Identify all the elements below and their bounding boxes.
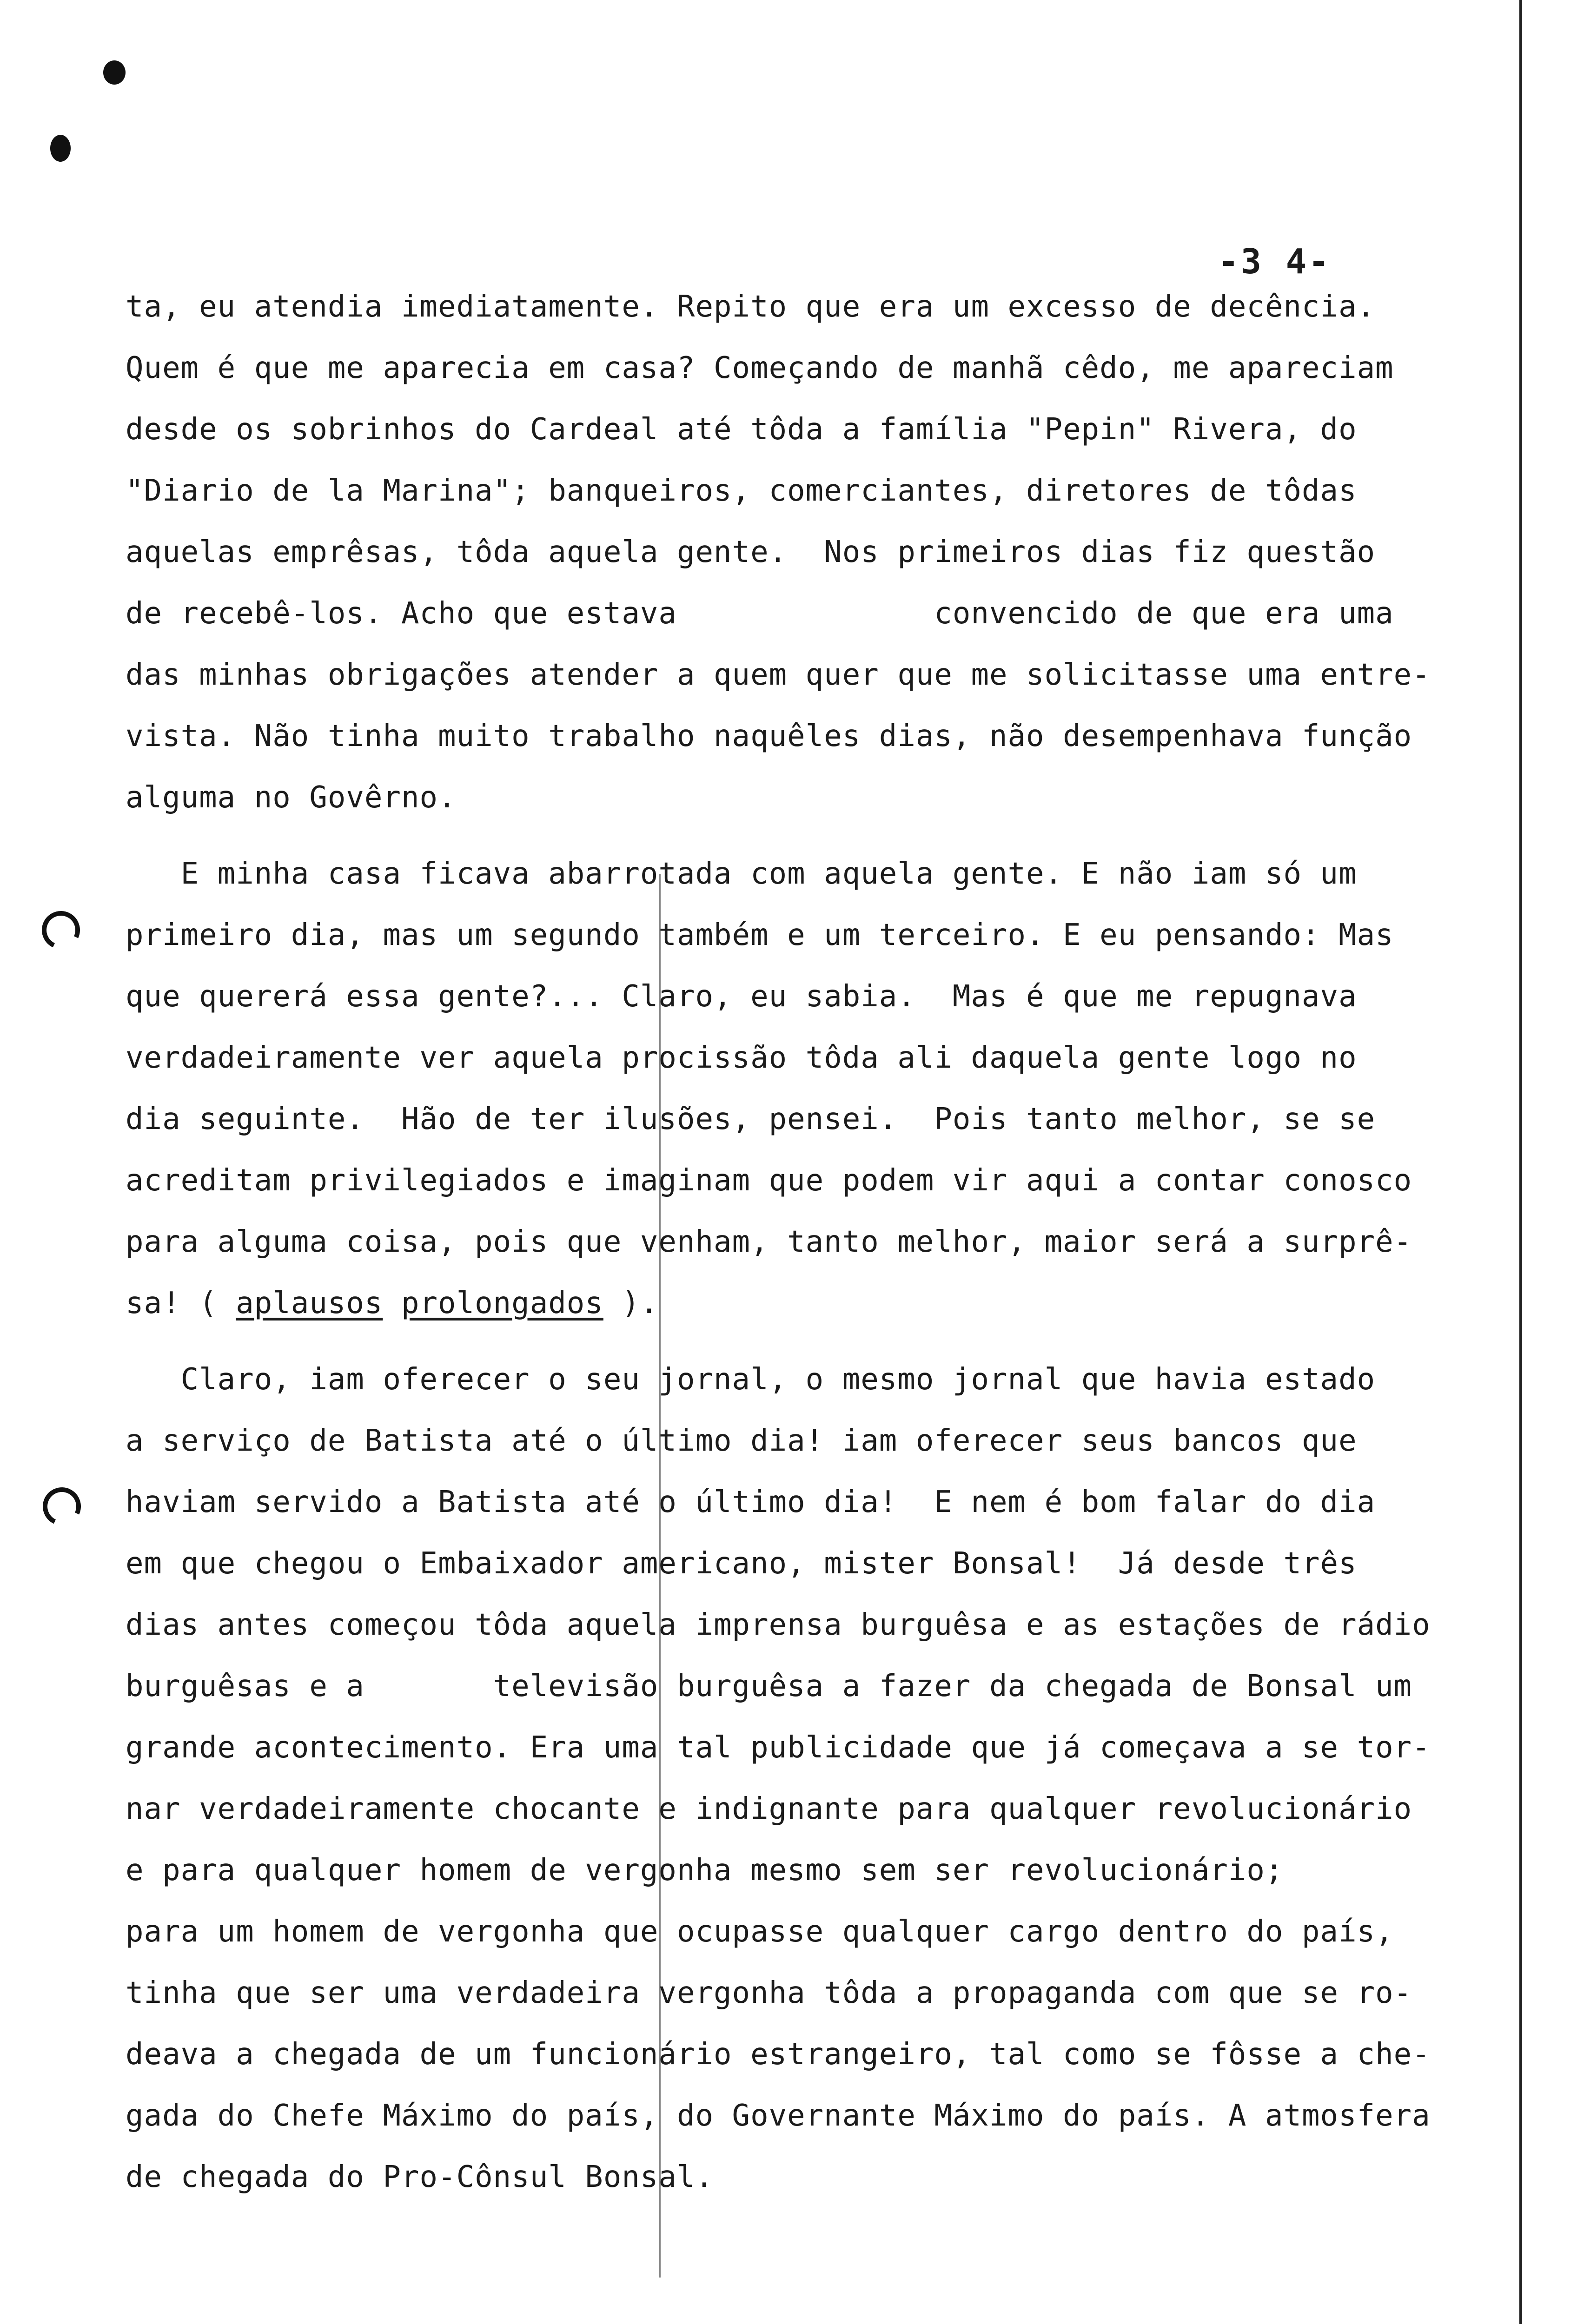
text-line: acreditam privilegiados e imaginam que podem vir aqui a contar conosco — [126, 1163, 1412, 1198]
text-line-applause: sa! ( aplausos prolongados ). — [126, 1286, 659, 1320]
text-line: das minhas obrigações atender a quem quer que me solicitasse uma entre- — [126, 658, 1431, 692]
text-line: para alguma coisa, pois que venham, tanto melhor, maior será a surprê- — [126, 1225, 1412, 1259]
text-line: desde os sobrinhos do Cardeal até tôda a família "Pepin" Rivera, do — [126, 412, 1357, 447]
text-line: ta, eu atendia imediatamente. Repito que era um excesso de decência. — [126, 290, 1376, 324]
text-line: de chegada do Pro-Cônsul Bonsal. — [126, 2160, 714, 2194]
text-line: dias antes começou tôda aquela imprensa burguêsa e as estações de rádio — [126, 1608, 1431, 1642]
text-line: tinha que ser uma verdadeira vergonha tôda a propaganda com que se ro- — [126, 1976, 1412, 2010]
text-line: de recebê-los. Acho que estava convencido de que era uma — [126, 596, 1394, 631]
text-line: "Diario de la Marina"; banqueiros, comerciantes, diretores de tôdas — [126, 474, 1357, 508]
text-line: e para qualquer homem de vergonha mesmo sem ser revolucionário; — [126, 1853, 1284, 1888]
ink-dot — [50, 135, 71, 162]
text-line: alguma no Govêrno. — [126, 780, 457, 815]
underlined-word: aplausos — [236, 1286, 383, 1320]
margin-mark — [36, 905, 85, 954]
text-line: grande acontecimento. Era uma tal publicidade que já começava a se tor- — [126, 1730, 1431, 1765]
text-line: primeiro dia, mas um segundo também e um terceiro. E eu pensando: Mas — [126, 918, 1394, 952]
margin-mark — [37, 1482, 86, 1531]
text-line: verdadeiramente ver aquela procissão tôda ali daquela gente logo no — [126, 1041, 1357, 1075]
text-line: aquelas emprêsas, tôda aquela gente. Nos primeiros dias fiz questão — [126, 535, 1376, 569]
text-line: E minha casa ficava abarrotada com aquela gente. E não iam só um — [126, 857, 1357, 891]
text-line: burguêsas e a televisão burguêsa a fazer da chegada de Bonsal um — [126, 1669, 1412, 1703]
ink-dot — [103, 60, 126, 85]
text-line: nar verdadeiramente chocante e indignante para qualquer revolucionário — [126, 1792, 1412, 1826]
text-line: dia seguinte. Hão de ter ilusões, pensei. Pois tanto melhor, se se — [126, 1102, 1376, 1136]
page-edge-right — [1519, 0, 1522, 2324]
text-line: deava a chegada de um funcionário estrangeiro, tal como se fôsse a che- — [126, 2037, 1431, 2072]
text-line: para um homem de vergonha que ocupasse qualquer cargo dentro do país, — [126, 1915, 1394, 1949]
page-number: -3 4- — [1218, 242, 1331, 282]
underlined-word: prolongados — [401, 1286, 603, 1320]
text-line: Quem é que me aparecia em casa? Começando de manhã cêdo, me apareciam — [126, 351, 1394, 385]
text-line: Claro, iam oferecer o seu jornal, o mesmo jornal que havia estado — [126, 1362, 1376, 1397]
text-line: que quererá essa gente?... Claro, eu sabia. Mas é que me repugnava — [126, 979, 1357, 1014]
text-line: gada do Chefe Máximo do país, do Governante Máximo do país. A atmosfera — [126, 2099, 1431, 2133]
text-line: a serviço de Batista até o último dia! iam oferecer seus bancos que — [126, 1424, 1357, 1458]
text-line: em que chegou o Embaixador americano, mister Bonsal! Já desde três — [126, 1546, 1357, 1581]
text-line: haviam servido a Batista até o último dia! E nem é bom falar do dia — [126, 1485, 1376, 1519]
text-line: vista. Não tinha muito trabalho naquêles dias, não desempenhava função — [126, 719, 1412, 753]
